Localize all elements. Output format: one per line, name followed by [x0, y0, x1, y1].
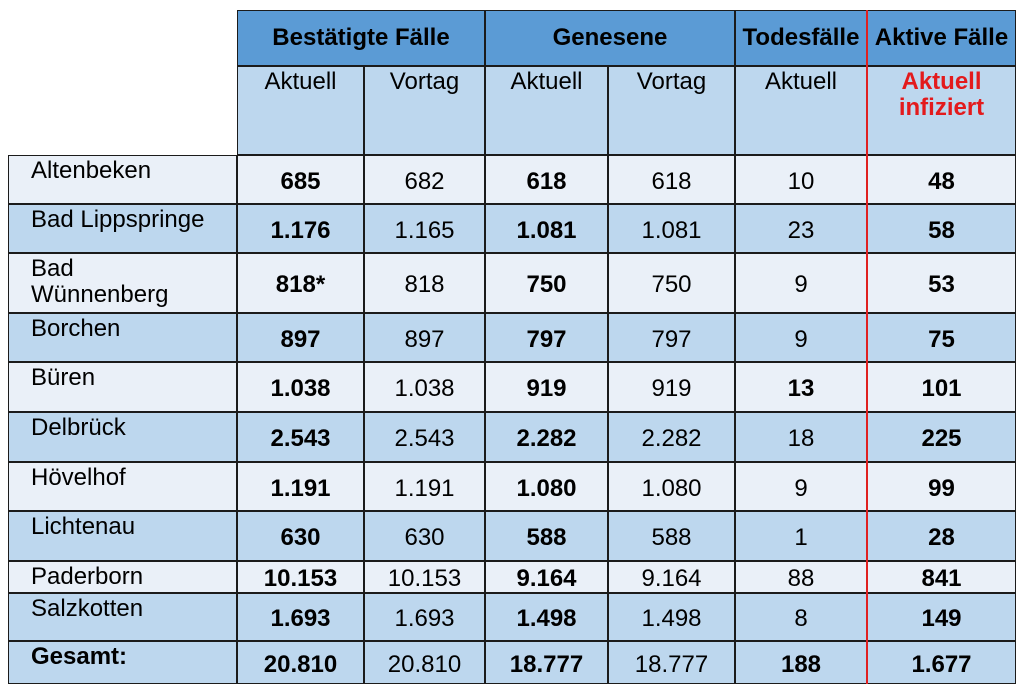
- table-cell: 897: [364, 313, 485, 362]
- table-cell: 28: [867, 511, 1016, 561]
- table-cell: 1: [735, 511, 867, 561]
- table-cell: 13: [735, 362, 867, 412]
- row-name: Bad Wünnenberg: [8, 253, 237, 313]
- table-cell: 58: [867, 204, 1016, 253]
- row-name: Lichtenau: [8, 511, 237, 561]
- header-confirmed: Bestätigte Fälle: [237, 10, 485, 66]
- table-cell: 797: [485, 313, 608, 362]
- table-cell: 618: [608, 155, 735, 204]
- table-cell: 841: [867, 561, 1016, 593]
- total-cell: 1.677: [867, 641, 1016, 684]
- table-cell: 10.153: [237, 561, 364, 593]
- table-cell: 685: [237, 155, 364, 204]
- total-cell: 18.777: [485, 641, 608, 684]
- subheader-active-line1: Aktuell: [901, 68, 982, 95]
- row-name: Salzkotten: [8, 593, 237, 641]
- header-recovered: Genesene: [485, 10, 735, 66]
- table-cell: 2.543: [364, 412, 485, 462]
- row-name: Büren: [8, 362, 237, 412]
- total-cell: 20.810: [237, 641, 364, 684]
- table-cell: 1.165: [364, 204, 485, 253]
- table-cell: 1.081: [608, 204, 735, 253]
- table-cell: 797: [608, 313, 735, 362]
- total-label: Gesamt:: [8, 641, 237, 684]
- table-cell: 818*: [237, 253, 364, 313]
- row-name: Hövelhof: [8, 462, 237, 511]
- table-cell: 225: [867, 412, 1016, 462]
- table-cell: 2.543: [237, 412, 364, 462]
- table-cell: 149: [867, 593, 1016, 641]
- table-cell: 88: [735, 561, 867, 593]
- table-cell: 10: [735, 155, 867, 204]
- table-cell: 1.176: [237, 204, 364, 253]
- table-cell: 101: [867, 362, 1016, 412]
- table-cell: 1.038: [364, 362, 485, 412]
- table-cell: 1.080: [485, 462, 608, 511]
- table-cell: 9: [735, 313, 867, 362]
- table-cell: 2.282: [485, 412, 608, 462]
- table-cell: 9: [735, 462, 867, 511]
- table-cell: 818: [364, 253, 485, 313]
- table-cell: 1.080: [608, 462, 735, 511]
- subheader-recovered-current: Aktuell: [485, 66, 608, 155]
- table-cell: 750: [608, 253, 735, 313]
- table-cell: 9: [735, 253, 867, 313]
- table-cell: 682: [364, 155, 485, 204]
- table-cell: 1.081: [485, 204, 608, 253]
- table-cell: 9.164: [485, 561, 608, 593]
- table-cell: 630: [237, 511, 364, 561]
- subheader-active-line2: infiziert: [898, 94, 985, 121]
- table-cell: 99: [867, 462, 1016, 511]
- table-cell: 10.153: [364, 561, 485, 593]
- row-name: Altenbeken: [8, 155, 237, 204]
- table-cell: 53: [867, 253, 1016, 313]
- table-cell: 9.164: [608, 561, 735, 593]
- table-cell: 2.282: [608, 412, 735, 462]
- row-name: Borchen: [8, 313, 237, 362]
- active-cases-divider: [866, 10, 868, 684]
- table-cell: 919: [485, 362, 608, 412]
- row-name: Paderborn: [8, 561, 237, 593]
- table-cell: 1.693: [364, 593, 485, 641]
- row-name: Delbrück: [8, 412, 237, 462]
- table-cell: 1.191: [364, 462, 485, 511]
- table-cell: 618: [485, 155, 608, 204]
- table-cell: 588: [485, 511, 608, 561]
- table-cell: 919: [608, 362, 735, 412]
- subheader-active-current: [867, 66, 1016, 155]
- table-cell: 48: [867, 155, 1016, 204]
- subheader-confirmed-previous: Vortag: [364, 66, 485, 155]
- table-cell: 1.191: [237, 462, 364, 511]
- total-cell: 188: [735, 641, 867, 684]
- table-cell: 18: [735, 412, 867, 462]
- subheader-deaths-current: Aktuell: [735, 66, 867, 155]
- table-cell: 1.498: [608, 593, 735, 641]
- header-active: Aktive Fälle: [867, 10, 1016, 66]
- table-cell: 588: [608, 511, 735, 561]
- table-cell: 750: [485, 253, 608, 313]
- total-cell: 20.810: [364, 641, 485, 684]
- table-cell: 630: [364, 511, 485, 561]
- header-deaths: Todesfälle: [735, 10, 867, 66]
- row-name: Bad Lippspringe: [8, 204, 237, 253]
- subheader-recovered-previous: Vortag: [608, 66, 735, 155]
- table-cell: 1.498: [485, 593, 608, 641]
- total-cell: 18.777: [608, 641, 735, 684]
- table-cell: 897: [237, 313, 364, 362]
- table-cell: 8: [735, 593, 867, 641]
- table-cell: 23: [735, 204, 867, 253]
- table-cell: 1.038: [237, 362, 364, 412]
- table-cell: 1.693: [237, 593, 364, 641]
- subheader-confirmed-current: Aktuell: [237, 66, 364, 155]
- table-cell: 75: [867, 313, 1016, 362]
